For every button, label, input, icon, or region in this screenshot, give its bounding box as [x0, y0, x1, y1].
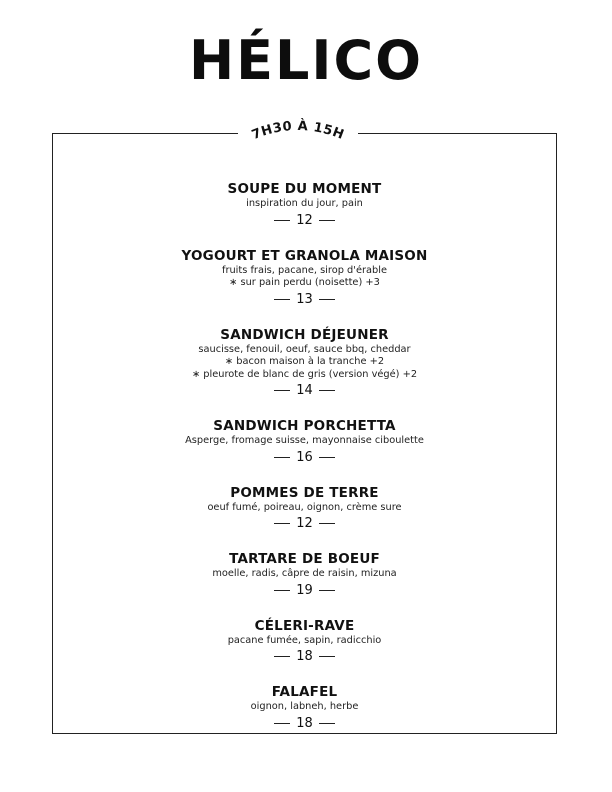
- menu-item: [52, 327, 557, 400]
- menu-item: [52, 418, 557, 466]
- menu-item-extra: ∗ pleurote de blanc de gris (version végé) +2: [191, 368, 418, 380]
- menu-item: [52, 248, 557, 308]
- menu-item-price-value: 18: [296, 649, 313, 664]
- menu-item-price-value: 18: [296, 715, 313, 731]
- menu-item-description: oeuf fumé, poireau, oignon, crème sure: [207, 501, 402, 513]
- menu-item-description: inspiration du jour, pain: [246, 198, 363, 209]
- menu-item: [52, 181, 557, 229]
- opening-hours: [240, 104, 356, 154]
- menu-item: [52, 485, 557, 533]
- menu-item-price-value: 13: [296, 291, 313, 307]
- menu-item-price: [52, 291, 557, 308]
- menu-item-extra: ∗ bacon maison à la tranche +2: [224, 356, 385, 367]
- menu-item-extra: ∗ sur pain perdu (noisette) +3: [229, 277, 380, 288]
- menu-item: [52, 684, 557, 732]
- menu-item-price: [52, 449, 557, 466]
- menu-list: [52, 181, 557, 732]
- menu-item-price: [52, 515, 557, 532]
- menu-item-name: POMMES DE TERRE: [230, 484, 379, 501]
- menu-item-name: FALAFEL: [271, 684, 338, 700]
- menu-item-price-value: 16: [296, 449, 313, 465]
- menu-item-description: oignon, labneh, herbe: [250, 701, 359, 712]
- restaurant-title: HÉLICO: [188, 29, 424, 92]
- menu-item: [52, 551, 557, 599]
- menu-item-price-value: 14: [296, 383, 313, 398]
- menu-item-price-value: 19: [296, 582, 313, 598]
- menu-item-description: Asperge, fromage suisse, mayonnaise ciboulette: [185, 435, 424, 446]
- menu-item: [52, 618, 557, 666]
- menu-item-price: [52, 582, 557, 599]
- menu-item-name: SANDWICH DÉJEUNER: [220, 326, 389, 343]
- menu-item-name: CÉLERI-RAVE: [254, 617, 355, 634]
- menu-item-name: YOGOURT ET GRANOLA MAISON: [181, 247, 428, 264]
- menu-item-price: [52, 715, 557, 732]
- menu-item-description: pacane fumée, sapin, radicchio: [227, 634, 382, 646]
- menu-item-price-value: 12: [296, 516, 313, 531]
- opening-hours-text: 7H30 À 15H: [249, 118, 347, 144]
- menu-item-name: SOUPE DU MOMENT: [227, 181, 382, 197]
- menu-item-description: moelle, radis, câpre de raisin, mizuna: [212, 568, 397, 579]
- menu-item-price: [52, 212, 557, 229]
- menu-item-price-value: 12: [296, 212, 313, 228]
- menu-item-name: TARTARE DE BOEUF: [229, 551, 380, 567]
- menu-item-price: [52, 382, 557, 399]
- menu-item-price: [52, 648, 557, 665]
- menu-item-description: fruits frais, pacane, sirop d'érable: [222, 264, 387, 276]
- menu-item-name: SANDWICH PORCHETTA: [213, 418, 396, 434]
- menu-item-description: saucisse, fenouil, oeuf, sauce bbq, cheddar: [198, 343, 411, 355]
